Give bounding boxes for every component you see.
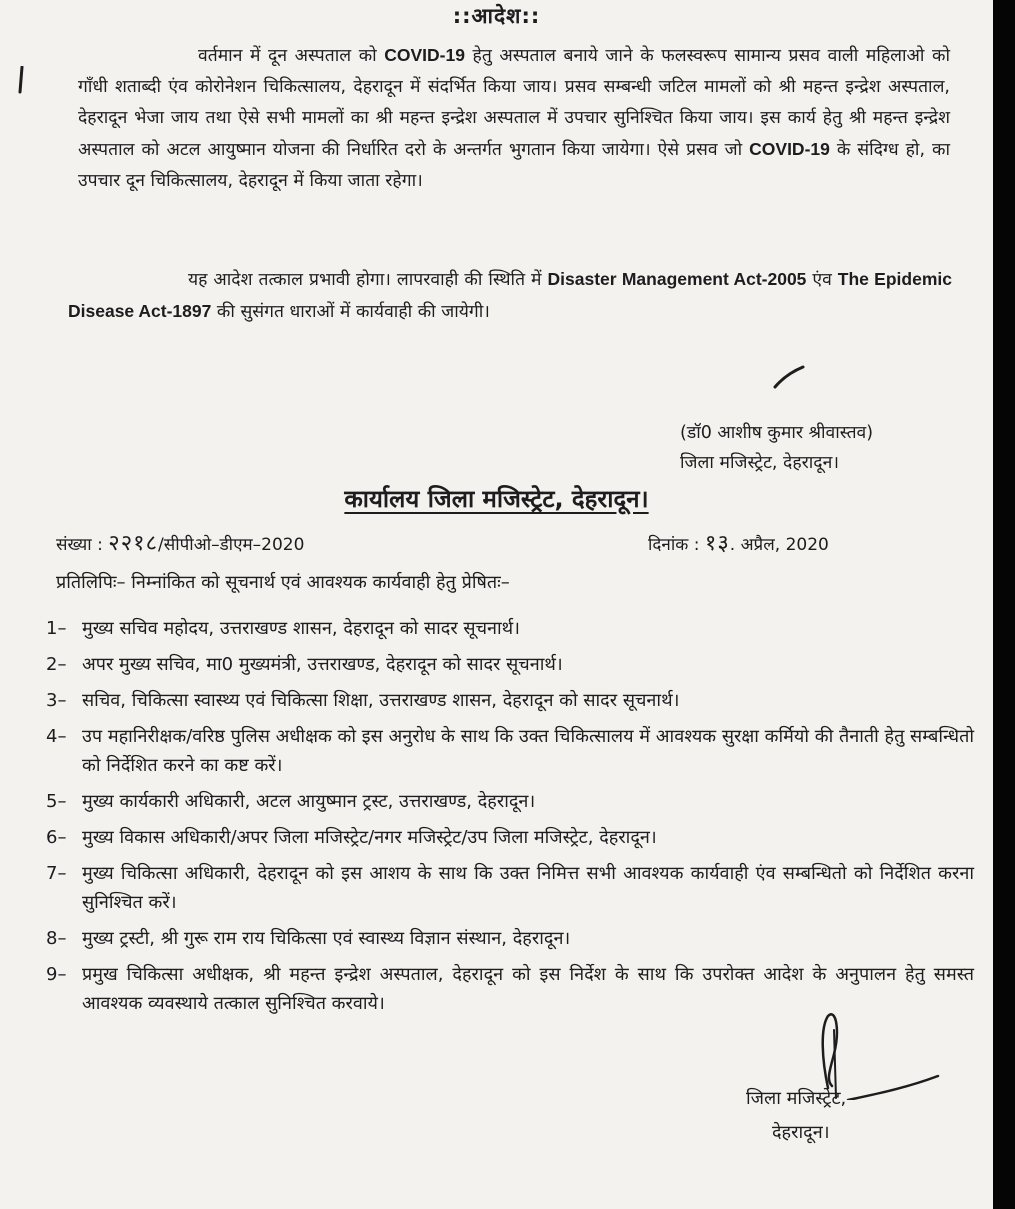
number-label: संख्या : bbox=[56, 535, 103, 555]
list-item-number: 1– bbox=[46, 618, 67, 639]
list-item bbox=[46, 650, 974, 679]
list-item-text: मुख्य विकास अधिकारी/अपर जिला मजिस्ट्रेट/नगर मजिस्ट्रेट/उप जिला मजिस्ट्रेट, देहरादून। bbox=[82, 827, 657, 848]
list-item-text: सचिव, चिकित्सा स्वास्थ्य एवं चिकित्सा शिक्षा, उत्तराखण्ड शासन, देहरादून को सादर सूचनार्थ। bbox=[82, 690, 680, 711]
list-item bbox=[46, 823, 974, 852]
reference-number bbox=[56, 527, 304, 557]
list-item bbox=[46, 686, 974, 715]
para1-text: वर्तमान में दून अस्पताल को bbox=[198, 46, 385, 66]
para2-text: एंव bbox=[806, 270, 838, 290]
list-item-text: प्रमुख चिकित्सा अधीक्षक, श्री महन्त इन्द्रेश अस्पताल, देहरादून को इस निर्देश के साथ कि उपरोक्त आदेश के अनुपालन हेतु समस्त आवश्यक व्यवस्थाये तत्काल सुनिश्चित करवाये। bbox=[82, 964, 974, 1014]
closing-designation: जिला मजिस्ट्रेट, bbox=[746, 1088, 847, 1109]
list-item-number: 8– bbox=[46, 928, 67, 949]
para1-text: के संदिग्ध हो, का उपचार दून चिकित्सालय, देहरादून में किया जाता रहेगा। bbox=[78, 140, 950, 191]
signatory-designation: जिला मजिस्ट्रेट, देहरादून। bbox=[680, 453, 839, 473]
para1-covid: COVID-19 bbox=[384, 45, 465, 65]
list-item-text: उप महानिरीक्षक/वरिष्ठ पुलिस अधीक्षक को इस अनुरोध के साथ कि उक्त चिकित्सालय में आवश्यक सुरक्षा कर्मियो की तैनाती हेतु सम्बन्धितो को निर्देशित करने का कष्ट करें। bbox=[82, 726, 974, 776]
list-item-number: 4– bbox=[46, 726, 67, 747]
closing-place: देहरादून। bbox=[772, 1122, 830, 1143]
order-heading: ::आदेश:: bbox=[452, 4, 541, 28]
list-item-text: मुख्य ट्रस्टी, श्री गुरू राम राय चिकित्सा एवं स्वास्थ्य विज्ञान संस्थान, देहरादून। bbox=[82, 928, 571, 949]
date-label: दिनांक : bbox=[648, 535, 700, 555]
signatory-block bbox=[680, 418, 873, 478]
copy-to-line: प्रतिलिपिः– निम्नांकित को सूचनार्थ एवं आवश्यक कार्यवाही हेतु प्रेषितः– bbox=[56, 572, 510, 593]
list-item-text: मुख्य कार्यकारी अधिकारी, अटल आयुष्मान ट्रस्ट, उत्तराखण्ड, देहरादून। bbox=[82, 791, 536, 812]
order-paragraph-1 bbox=[78, 40, 950, 197]
background-edge bbox=[993, 0, 1015, 1209]
list-item bbox=[46, 924, 974, 953]
reference-date bbox=[648, 527, 829, 557]
list-item-text: अपर मुख्य सचिव, मा0 मुख्यमंत्री, उत्तराखण्ड, देहरादून को सादर सूचनार्थ। bbox=[82, 654, 563, 675]
signatory-name: (डॉ0 आशीष कुमार श्रीवास्तव) bbox=[680, 423, 874, 443]
office-title: कार्यालय जिला मजिस्ट्रेट, देहरादून। bbox=[344, 485, 649, 513]
para1-text: हेतु अस्पताल बनाये जाने के फलस्वरूप सामान्य प्रसव वाली महिलाओ को गाँधी शताब्दी एंव कोरोनेशन चिकित्सालय, देहरादून में संदर्भित किया जाय। प्रसव सम्बन्धी जटिल मामलों को श्री महन्त इन्द्रेश अस्पताल, देहरादून भेजा जाय तथा ऐसे सभी मामलों का श्री महन्त इन्द्रेश अस्पताल में उपचार सुनिश्चित किया जाय। इस कार्य हेतु श्री महन्त इन्द्रेश अस्पताल को अटल आयुष्मान योजना की निर्धारित दरो के अन्तर्गत भुगतान किया जायेगा। ऐसे प्रसव जो bbox=[78, 46, 950, 160]
list-item bbox=[46, 787, 974, 816]
ink-mark bbox=[18, 66, 24, 94]
order-paragraph-2 bbox=[68, 264, 952, 328]
signature-stroke bbox=[772, 364, 806, 390]
para2-text: यह आदेश तत्काल प्रभावी होगा। लापरवाही की स्थिति में bbox=[188, 270, 548, 290]
closing-signature-block bbox=[746, 1082, 846, 1150]
list-item-number: 6– bbox=[46, 827, 67, 848]
list-item-number: 9– bbox=[46, 964, 67, 985]
date-handwritten: १३ bbox=[704, 531, 730, 556]
list-item-number: 7– bbox=[46, 863, 67, 884]
list-item-number: 5– bbox=[46, 791, 67, 812]
list-item-text: मुख्य सचिव महोदय, उत्तराखण्ड शासन, देहरादून को सादर सूचनार्थ। bbox=[82, 618, 520, 639]
list-item-number: 3– bbox=[46, 690, 67, 711]
copy-list bbox=[46, 614, 974, 1025]
para2-act-2: The Epidemic Disease Act-1897 bbox=[68, 269, 952, 321]
list-item bbox=[46, 614, 974, 643]
number-suffix: /सीपीओ–डीएम–2020 bbox=[158, 535, 305, 555]
list-item-text: मुख्य चिकित्सा अधिकारी, देहरादून को इस आशय के साथ कि उक्त निमित्त सभी आवश्यक कार्यवाही एंव सम्बन्धितो को निर्देशित करना सुनिश्चित करें। bbox=[82, 863, 974, 913]
number-handwritten: २२१८ bbox=[108, 531, 159, 556]
para1-covid: COVID-19 bbox=[749, 139, 830, 159]
list-item bbox=[46, 859, 974, 917]
para2-text: की सुसंगत धाराओं में कार्यवाही की जायेगी। bbox=[211, 302, 490, 322]
list-item bbox=[46, 722, 974, 780]
para2-act-1: Disaster Management Act-2005 bbox=[547, 269, 807, 289]
list-item-number: 2– bbox=[46, 654, 67, 675]
date-suffix: . अप्रैल, 2020 bbox=[729, 535, 829, 555]
